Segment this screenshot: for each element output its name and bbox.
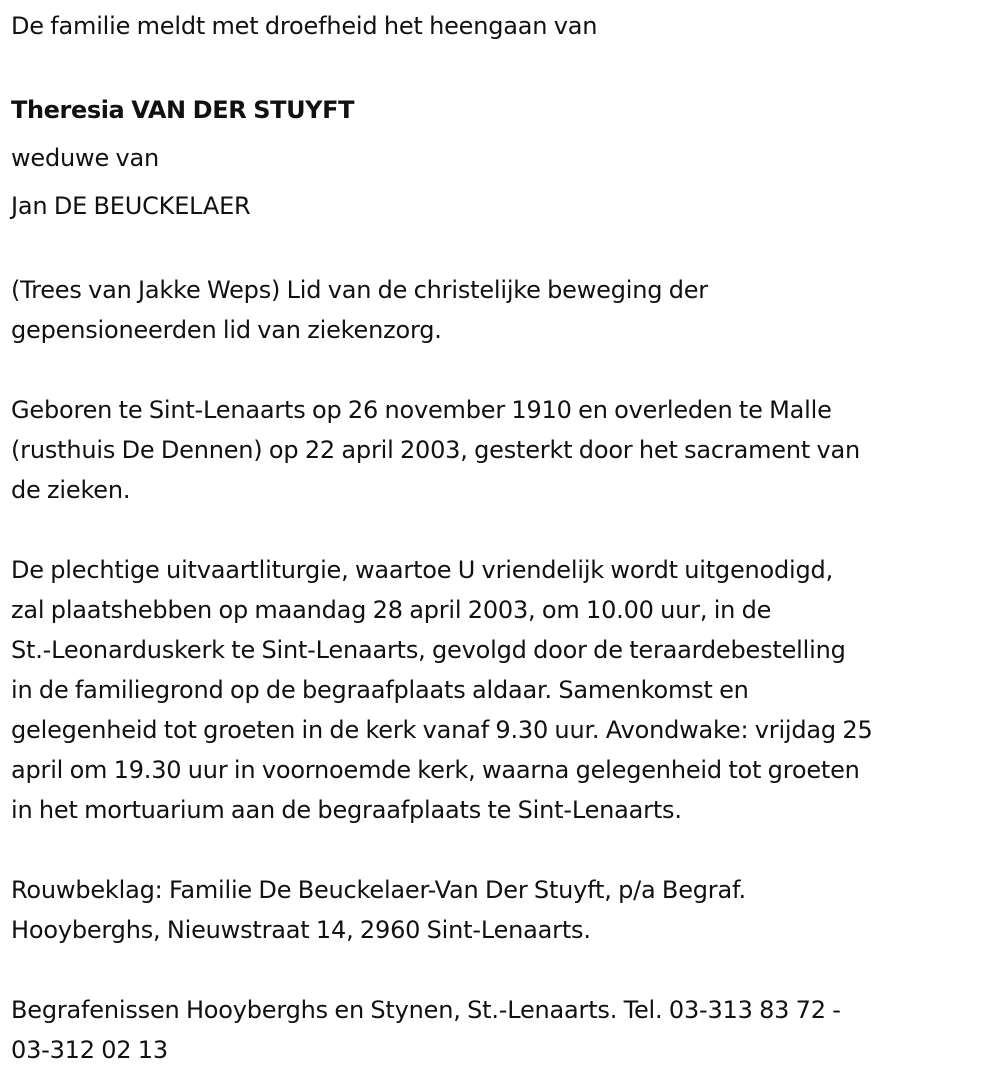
birth-death-line: de zieken. <box>11 476 131 504</box>
funeral-line: De plechtige uitvaartliturgie, waartoe U vriendelijk wordt uitgenodigd, <box>11 556 834 584</box>
condolences-line: Hooyberghs, Nieuwstraat 14, 2960 Sint-Lenaarts. <box>11 916 591 944</box>
bio-line: gepensioneerden lid van ziekenzorg. <box>11 316 442 344</box>
spacer <box>11 230 996 270</box>
spacer <box>11 830 996 870</box>
condolences-line: Rouwbeklag: Familie De Beuckelaer-Van Der Stuyft, p/a Begraf. <box>11 876 746 904</box>
undertaker-line: Begrafenissen Hooyberghs en Stynen, St.-Lenaarts. Tel. 03-313 83 72 - <box>11 996 841 1024</box>
spacer <box>11 510 996 550</box>
birth-death-paragraph <box>11 390 996 510</box>
funeral-line: zal plaatshebben op maandag 28 april 2003, om 10.00 uur, in de <box>11 596 772 624</box>
deceased-name: Theresia VAN DER STUYFT <box>11 96 355 124</box>
birth-death-line: Geboren te Sint-Lenaarts op 26 november 1910 en overleden te Malle <box>11 396 832 424</box>
birth-death-line: (rusthuis De Dennen) op 22 april 2003, gesterkt door het sacrament van <box>11 436 861 464</box>
undertaker-paragraph <box>11 990 996 1070</box>
undertaker-line: 03-312 02 13 <box>11 1036 168 1064</box>
funeral-paragraph <box>11 550 996 830</box>
funeral-line: gelegenheid tot groeten in de kerk vanaf 9.30 uur. Avondwake: vrijdag 25 <box>11 716 873 744</box>
funeral-line: in de familiegrond op de begraafplaats aldaar. Samenkomst en <box>11 676 749 704</box>
spacer <box>11 350 996 390</box>
condolences-paragraph <box>11 870 996 950</box>
relation-text: weduwe van <box>11 144 159 172</box>
bio-paragraph <box>11 270 996 350</box>
funeral-line: in het mortuarium aan de begraafplaats te Sint-Lenaarts. <box>11 796 682 824</box>
spacer <box>11 46 996 86</box>
spouse-name: Jan DE BEUCKELAER <box>11 192 251 220</box>
spacer <box>11 950 996 990</box>
funeral-line: St.-Leonarduskerk te Sint-Lenaarts, gevolgd door de teraardebestelling <box>11 636 846 664</box>
bio-line: (Trees van Jakke Weps) Lid van de christelijke beweging der <box>11 276 708 304</box>
intro-text: De familie meldt met droefheid het heengaan van <box>11 12 598 40</box>
funeral-line: april om 19.30 uur in voornoemde kerk, waarna gelegenheid tot groeten <box>11 756 860 784</box>
obituary-notice <box>11 6 996 1070</box>
